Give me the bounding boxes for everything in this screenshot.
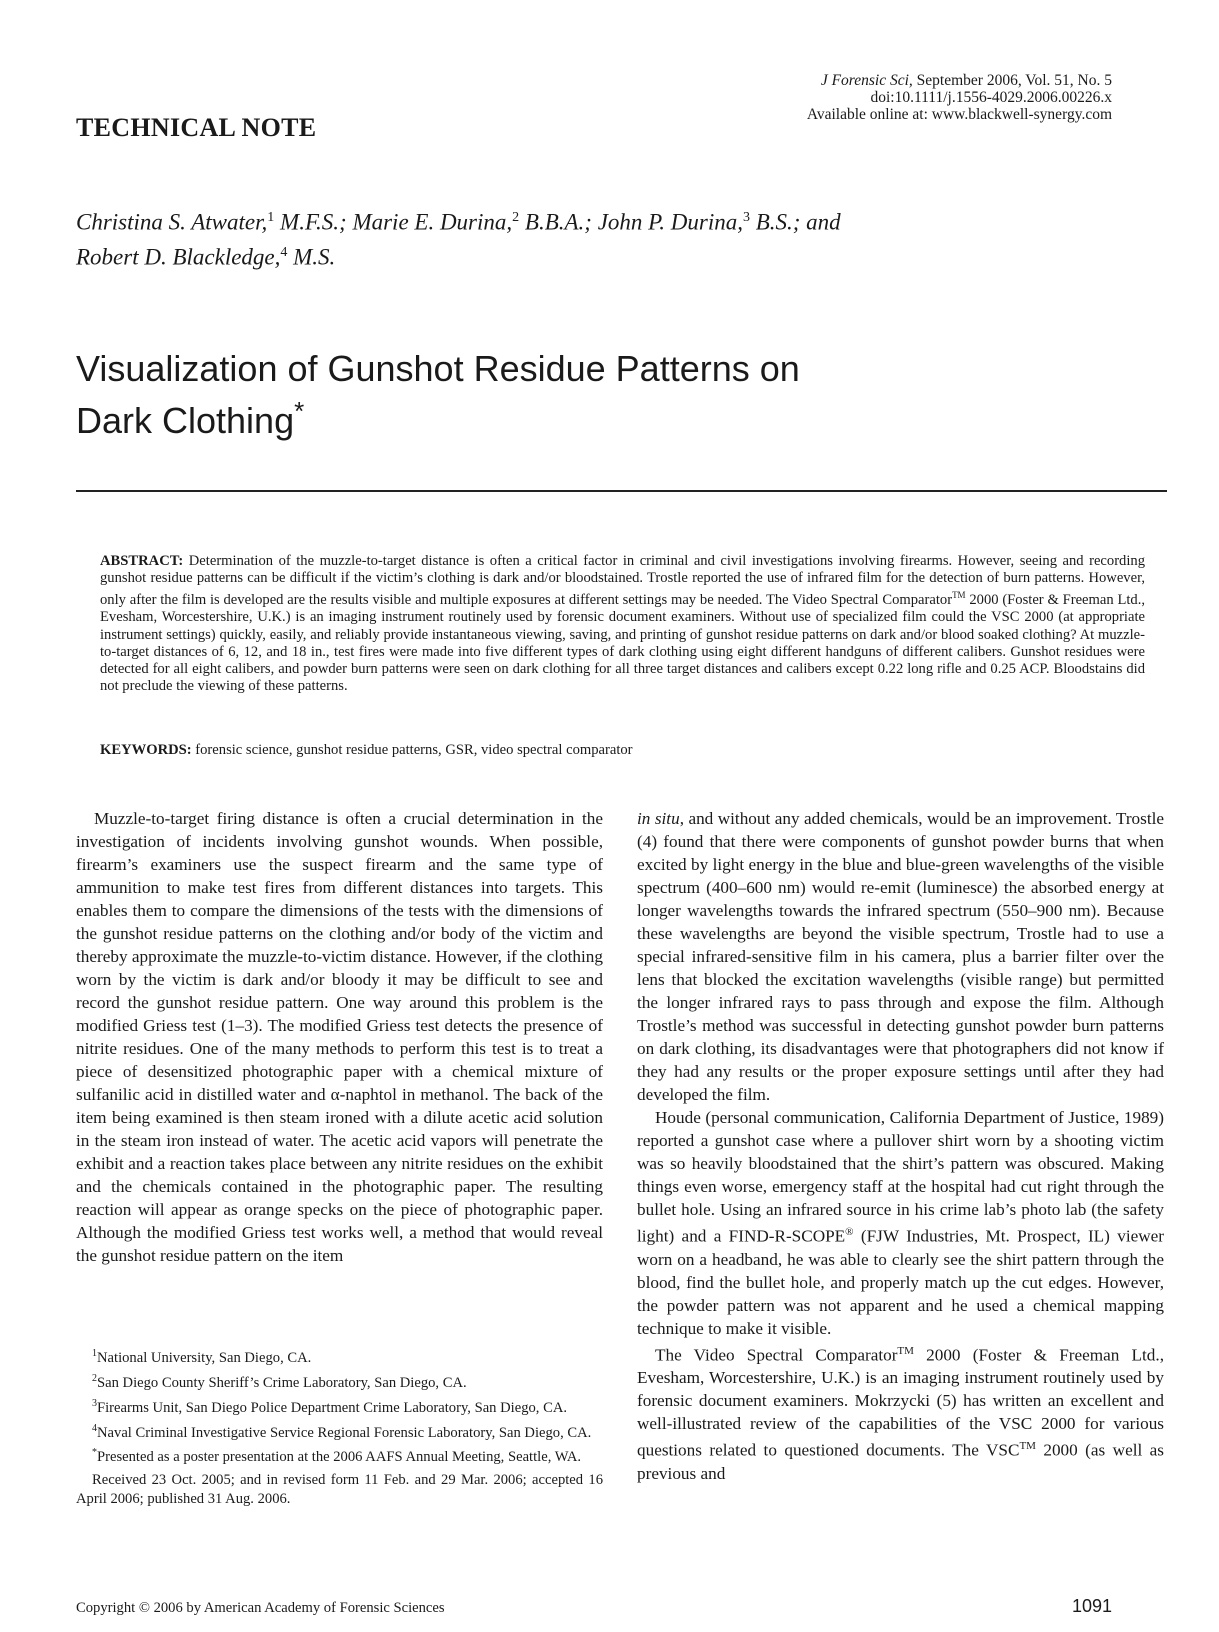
title-line-2: Dark Clothing bbox=[76, 400, 295, 441]
journal-citation bbox=[807, 72, 1112, 123]
body-paragraph: Muzzle-to-target firing distance is often a crucial determination in the investigation of incidents involving gunshot wounds. When possible, firearm’s examiners use the suspect firearm and the same type of ammunition to make test fires from different distances into targets. This enables them to compare the dimensions of the tests with the dimensions of the gunshot residue patterns on the clothing and/or body of the victim and thereby approximate the muzzle-to-victim distance. However, if the clothing worn by the victim is dark and/or bloody it may be difficult to see and record the gunshot residue pattern. One way around this problem is the modified Griess test (1–3). The modified Griess test detects the presence of nitrite residues. One of the many methods to perform this test is to treat a piece of desensitized photographic paper with a chemical mixture of sulfanilic acid in distilled water and α-naphtol in methanol. The back of the item being examined is then steam ironed with a dilute acetic acid solution in the steam iron instead of water. The acetic acid vapors will penetrate the exhibit and a reaction takes place between any nitrite residues on the exhibit and the chemicals contained in the photographic paper. The resulting reaction will appear as orange specks on the piece of photographic paper. Although the modified Griess test works well, a method that would reveal the gunshot residue pattern on the item bbox=[76, 809, 603, 1265]
body-text: (FJW Industries, Mt. Prospect, IL) viewer worn on a headband, he was able to clearly see the shirt pattern through the blood, find the bullet hole, and properly match up the cut edges. However, the powder pattern was not apparent and he used a chemical mapping technique to make it visible. bbox=[637, 1226, 1164, 1338]
footnote-marker: * bbox=[92, 1447, 97, 1459]
author-list bbox=[76, 203, 1076, 272]
footnote-text: San Diego County Sheriff’s Crime Laboratory, San Diego, CA. bbox=[97, 1374, 467, 1391]
abstract bbox=[100, 553, 1145, 695]
body-paragraph bbox=[637, 1106, 1164, 1340]
body-paragraph bbox=[637, 807, 1164, 1106]
keywords-label: KEYWORDS: bbox=[100, 742, 192, 758]
received-dates: Received 23 Oct. 2005; and in revised form 11 Feb. and 29 Mar. 2006; accepted 16 April 2006; published 31 Aug. 2006. bbox=[76, 1472, 603, 1508]
section-label: TECHNICAL NOTE bbox=[76, 113, 317, 142]
copyright-notice: Copyright © 2006 by American Academy of Forensic Sciences bbox=[76, 1600, 445, 1616]
trademark-mark: TM bbox=[1019, 1440, 1036, 1453]
body-text: Houde (personal communication, California Department of Justice, 1989) reported a gunshot case where a pullover shirt worn by a shooting victim was so heavily bloodstained that the shirt’s pattern was obscured. Making things even worse, emergency staff at the hospital had cut right through the bullet hole. Using an infrared source in his crime lab’s photo lab (the safety light) and a FIND-R-SCOPE bbox=[637, 1108, 1164, 1246]
author-name: Christina S. Atwater, bbox=[76, 209, 268, 235]
body-paragraph bbox=[637, 1340, 1164, 1485]
keywords bbox=[100, 742, 1145, 759]
footnote-text: National University, San Diego, CA. bbox=[97, 1349, 312, 1366]
footnote-text: Presented as a poster presentation at the 2006 AAFS Annual Meeting, Seattle, WA. bbox=[97, 1449, 582, 1466]
page-number: 1091 bbox=[1071, 1596, 1112, 1616]
body-text: 2000 (Foster & Freeman Ltd., Evesham, Worcestershire, U.K.) is an imaging instrument routinely used by forensic document examiners. Mokrzycki (5) has written an excellent and well-illustrated review of the capabilities of the VSC 2000 for various questions related to questioned documents. The VSC bbox=[637, 1345, 1164, 1461]
title-line-1: Visualization of Gunshot Residue Patterns on bbox=[76, 348, 800, 389]
footnote-marker: 4 bbox=[92, 1422, 97, 1434]
keywords-text: forensic science, gunshot residue patterns, GSR, video spectral comparator bbox=[191, 742, 633, 758]
online-availability: Available online at: www.blackwell-synergy.com bbox=[806, 106, 1112, 123]
body-text: The Video Spectral Comparator bbox=[655, 1345, 898, 1365]
footnote bbox=[76, 1443, 603, 1467]
registered-mark: ® bbox=[845, 1226, 854, 1238]
author-affiliation-marker: 4 bbox=[280, 244, 288, 260]
abstract-label: ABSTRACT: bbox=[100, 553, 184, 569]
trademark-mark: TM bbox=[952, 590, 966, 601]
footnote bbox=[76, 1369, 603, 1393]
footnote-marker: 2 bbox=[92, 1372, 97, 1384]
footnote-marker: 3 bbox=[92, 1397, 97, 1409]
footnote bbox=[76, 1394, 603, 1418]
author-degree: B.B.A.; bbox=[519, 209, 598, 235]
author-affiliation-marker: 1 bbox=[267, 210, 275, 225]
author-degree: M.S. bbox=[287, 244, 336, 270]
author-degree: B.S.; and bbox=[749, 209, 841, 235]
title-footnote-marker: * bbox=[294, 396, 305, 426]
footnote-marker: 1 bbox=[92, 1348, 97, 1359]
author-affiliation-marker: 3 bbox=[742, 210, 750, 225]
body-column-left bbox=[76, 807, 603, 1267]
author-degree: M.F.S.; bbox=[274, 209, 353, 235]
doi: doi:10.1111/j.1556-4029.2006.00226.x bbox=[870, 89, 1112, 106]
footnote-text: Naval Criminal Investigative Service Regional Forensic Laboratory, San Diego, CA. bbox=[97, 1424, 592, 1441]
author-name: Marie E. Durina, bbox=[352, 209, 513, 235]
abstract-text: 2000 (Foster & Freeman Ltd., Evesham, Worcestershire, U.K.) is an imaging instrument routinely used by forensic document examiners. Without use of specialized film could the VSC 2000 (at appropriate instrument settings) quickly, easily, and reliably provide instantaneous viewing, saving, and printing of gunshot residue patterns on dark and/or blood soaked clothing? At muzzle-to-target distances of 6, 12, and 18 in., test fires were made into five different types of dark clothing using eight different handguns of different calibers. Gunshot residues were detected for all eight calibers, and powder burn patterns were seen on dark clothing for all three target distances and calibers except 0.22 long rifle and 0.25 ACP. Bloodstains did not preclude the viewing of these patterns. bbox=[100, 592, 1146, 695]
body-column-right bbox=[637, 807, 1164, 1485]
journal-name: J Forensic Sci, bbox=[820, 72, 913, 89]
footnotes bbox=[76, 1344, 603, 1510]
author-name: Robert D. Blackledge, bbox=[76, 244, 281, 270]
paper-title bbox=[76, 348, 976, 442]
author-name: John P. Durina, bbox=[597, 209, 743, 235]
footnote bbox=[76, 1344, 603, 1368]
trademark-mark: TM bbox=[897, 1344, 914, 1357]
author-affiliation-marker: 2 bbox=[512, 210, 520, 225]
footnote-text: Firearms Unit, San Diego Police Department Crime Laboratory, San Diego, CA. bbox=[97, 1399, 568, 1416]
footnote bbox=[76, 1419, 603, 1443]
abstract-text: Determination of the muzzle-to-target distance is often a critical factor in criminal and civil investigations involving firearms. However, seeing and recording gunshot residue patterns can be difficult if the victim’s clothing is dark and/or bloodstained. Trostle reported the use of infrared film for the detection of burn patterns. However, only after the film is developed are the results visible and multiple exposures at different settings may be needed. The Video Spectral Comparator bbox=[100, 553, 1145, 609]
journal-issue-line bbox=[807, 72, 1112, 89]
body-text: 2000 (as well as previous and bbox=[637, 1441, 1164, 1484]
body-text: , and without any added chemicals, would be an improvement. Trostle (4) found that there were components of gunshot powder burns that when excited by light energy in the blue and blue-green wavelengths of the visible spectrum (400–600 nm) would re-emit (luminesce) the absorbed energy at longer wavelengths towards the infrared spectrum (550–900 nm). Because these wavelengths are beyond the visible spectrum, Trostle had to use a special infrared-sensitive film in his camera, plus a barrier filter over the lens that blocked the excitation wavelengths (visible range) but permitted the longer infrared rays to pass through and expose the film. Although Trostle’s method was successful in detecting gunshot powder burn patterns on dark clothing, its disadvantages were that photographers did not know if they had any results or the proper exposure settings until after they had developed the film. bbox=[637, 809, 1165, 1104]
latin-term: in situ bbox=[637, 809, 680, 828]
title-divider bbox=[76, 490, 1167, 492]
journal-issue: September 2006, Vol. 51, No. 5 bbox=[912, 72, 1112, 89]
